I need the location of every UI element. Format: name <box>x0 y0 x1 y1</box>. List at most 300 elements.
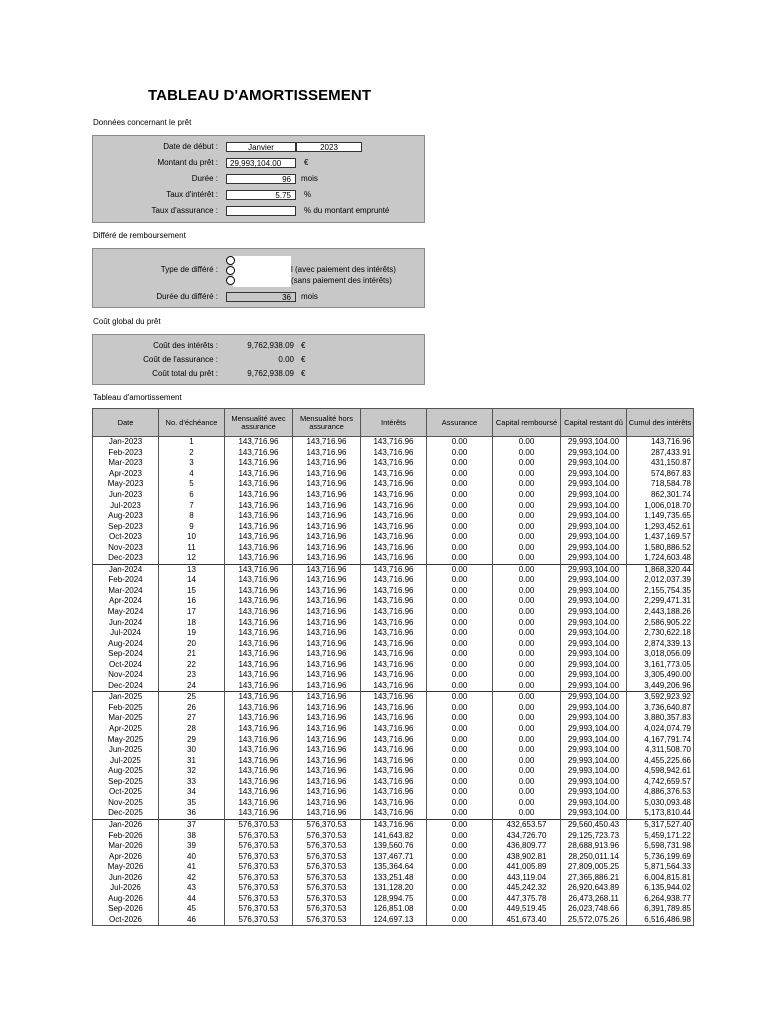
cell-installment-no: 22 <box>159 659 225 670</box>
rate-unit: % <box>304 190 312 199</box>
cell-remaining-principal: 29,993,104.00 <box>561 521 627 532</box>
cell-date: Jun-2025 <box>93 745 159 756</box>
cell-payment-with-insurance: 576,370.53 <box>225 819 293 830</box>
cell-insurance: 0.00 <box>427 872 493 883</box>
loan-panel <box>92 135 425 223</box>
cell-remaining-principal: 29,993,104.00 <box>561 490 627 501</box>
cell-remaining-principal: 29,993,104.00 <box>561 692 627 703</box>
cost-section-label: Coût global du prêt <box>93 317 161 326</box>
cell-installment-no: 9 <box>159 521 225 532</box>
table-row <box>93 766 694 777</box>
cell-remaining-principal: 29,993,104.00 <box>561 808 627 819</box>
cell-payment-without-insurance: 143,716.96 <box>293 659 361 670</box>
cell-cumulative-interest: 6,516,486.98 <box>627 915 694 926</box>
cell-installment-no: 5 <box>159 479 225 490</box>
insurance-unit: % du montant emprunté <box>304 206 390 215</box>
cell-interest: 143,716.96 <box>361 755 427 766</box>
cell-principal-repaid: 451,673.40 <box>493 915 561 926</box>
cell-installment-no: 18 <box>159 617 225 628</box>
cell-insurance: 0.00 <box>427 724 493 735</box>
cell-interest: 139,560.76 <box>361 841 427 852</box>
cell-payment-without-insurance: 143,716.96 <box>293 553 361 564</box>
cell-payment-without-insurance: 143,716.96 <box>293 596 361 607</box>
cell-payment-without-insurance: 143,716.96 <box>293 490 361 501</box>
cell-interest: 143,716.96 <box>361 479 427 490</box>
cell-date: Feb-2025 <box>93 703 159 714</box>
cell-cumulative-interest: 1,724,603.48 <box>627 553 694 564</box>
cell-insurance: 0.00 <box>427 692 493 703</box>
cell-insurance: 0.00 <box>427 469 493 480</box>
cell-cumulative-interest: 5,871,564.33 <box>627 862 694 873</box>
cell-installment-no: 7 <box>159 500 225 511</box>
cell-date: Jan-2025 <box>93 692 159 703</box>
cell-payment-without-insurance: 143,716.96 <box>293 564 361 575</box>
cell-cumulative-interest: 3,592,923.92 <box>627 692 694 703</box>
cell-interest: 143,716.96 <box>361 628 427 639</box>
cell-interest: 143,716.96 <box>361 511 427 522</box>
cell-installment-no: 43 <box>159 883 225 894</box>
cell-principal-repaid: 0.00 <box>493 542 561 553</box>
cell-insurance: 0.00 <box>427 596 493 607</box>
cell-cumulative-interest: 5,317,527.40 <box>627 819 694 830</box>
duration-field[interactable]: 96 <box>226 174 296 184</box>
cell-principal-repaid: 445,242.32 <box>493 883 561 894</box>
cell-insurance: 0.00 <box>427 681 493 692</box>
cell-installment-no: 29 <box>159 734 225 745</box>
cell-cumulative-interest: 3,161,773.05 <box>627 659 694 670</box>
table-row <box>93 586 694 597</box>
insurance-rate-label: Taux d'assurance : <box>151 206 218 215</box>
cell-cumulative-interest: 4,311,508.70 <box>627 745 694 756</box>
cell-payment-with-insurance: 143,716.96 <box>225 638 293 649</box>
table-row <box>93 564 694 575</box>
table-row <box>93 649 694 660</box>
table-row <box>93 851 694 862</box>
cell-cumulative-interest: 5,736,199.69 <box>627 851 694 862</box>
cell-date: Jul-2023 <box>93 500 159 511</box>
cell-payment-with-insurance: 143,716.96 <box>225 521 293 532</box>
cell-payment-with-insurance: 143,716.96 <box>225 703 293 714</box>
cell-principal-repaid: 0.00 <box>493 692 561 703</box>
cell-payment-without-insurance: 143,716.96 <box>293 808 361 819</box>
loan-amount-field[interactable]: 29,993,104.00 <box>226 158 296 168</box>
cell-insurance: 0.00 <box>427 841 493 852</box>
cell-principal-repaid: 0.00 <box>493 808 561 819</box>
cell-date: Nov-2025 <box>93 798 159 809</box>
cell-principal-repaid: 443,119.04 <box>493 872 561 883</box>
cell-date: Aug-2024 <box>93 638 159 649</box>
cell-date: Jun-2024 <box>93 617 159 628</box>
cell-installment-no: 23 <box>159 670 225 681</box>
cell-payment-with-insurance: 143,716.96 <box>225 798 293 809</box>
cell-interest: 143,716.96 <box>361 532 427 543</box>
cell-payment-without-insurance: 143,716.96 <box>293 703 361 714</box>
cell-remaining-principal: 29,993,104.00 <box>561 659 627 670</box>
cell-payment-without-insurance: 143,716.96 <box>293 500 361 511</box>
cell-payment-without-insurance: 143,716.96 <box>293 586 361 597</box>
cell-installment-no: 41 <box>159 862 225 873</box>
cell-remaining-principal: 26,920,643.89 <box>561 883 627 894</box>
cell-payment-with-insurance: 143,716.96 <box>225 607 293 618</box>
insurance-rate-field[interactable] <box>226 206 296 216</box>
cell-principal-repaid: 0.00 <box>493 766 561 777</box>
cell-installment-no: 16 <box>159 596 225 607</box>
table-row <box>93 479 694 490</box>
cell-payment-without-insurance: 576,370.53 <box>293 851 361 862</box>
cell-payment-with-insurance: 143,716.96 <box>225 500 293 511</box>
duration-unit: mois <box>301 174 318 183</box>
insurance-cost-label: Coût de l'assurance : <box>143 355 218 364</box>
cell-date: Aug-2025 <box>93 766 159 777</box>
header-cumulative-interest: Cumul des intérêts <box>627 409 694 437</box>
cell-remaining-principal: 29,993,104.00 <box>561 458 627 469</box>
cell-payment-with-insurance: 143,716.96 <box>225 724 293 735</box>
cell-remaining-principal: 29,993,104.00 <box>561 745 627 756</box>
table-row <box>93 659 694 670</box>
table-row <box>93 638 694 649</box>
cell-date: Feb-2026 <box>93 830 159 841</box>
cell-interest: 143,716.96 <box>361 798 427 809</box>
cell-installment-no: 36 <box>159 808 225 819</box>
deferral-type-label: Type de différé : <box>160 265 218 274</box>
cell-interest: 143,716.96 <box>361 692 427 703</box>
cell-payment-without-insurance: 143,716.96 <box>293 777 361 788</box>
cell-date: Jul-2024 <box>93 628 159 639</box>
cell-installment-no: 3 <box>159 458 225 469</box>
interest-rate-label: Taux d'intérêt : <box>166 190 218 199</box>
table-row <box>93 542 694 553</box>
cell-insurance: 0.00 <box>427 458 493 469</box>
cell-insurance: 0.00 <box>427 575 493 586</box>
table-row <box>93 681 694 692</box>
table-row <box>93 437 694 448</box>
cell-remaining-principal: 27,365,886.21 <box>561 872 627 883</box>
cell-principal-repaid: 0.00 <box>493 575 561 586</box>
table-row <box>93 904 694 915</box>
cell-cumulative-interest: 4,886,376.53 <box>627 787 694 798</box>
cell-date: Feb-2023 <box>93 448 159 459</box>
header-date: Date <box>93 409 159 437</box>
cell-payment-with-insurance: 576,370.53 <box>225 904 293 915</box>
cell-cumulative-interest: 287,433.91 <box>627 448 694 459</box>
cell-date: Mar-2024 <box>93 586 159 597</box>
cell-remaining-principal: 29,993,104.00 <box>561 724 627 735</box>
cell-installment-no: 15 <box>159 586 225 597</box>
cell-date: Dec-2024 <box>93 681 159 692</box>
cell-date: Nov-2023 <box>93 542 159 553</box>
cell-payment-without-insurance: 576,370.53 <box>293 841 361 852</box>
cell-interest: 143,716.96 <box>361 659 427 670</box>
amount-unit: € <box>304 158 309 167</box>
table-row <box>93 777 694 788</box>
cell-principal-repaid: 0.00 <box>493 607 561 618</box>
cell-cumulative-interest: 4,455,225.66 <box>627 755 694 766</box>
cell-insurance: 0.00 <box>427 542 493 553</box>
cell-cumulative-interest: 2,586,905.22 <box>627 617 694 628</box>
cell-interest: 143,716.96 <box>361 745 427 756</box>
cell-cumulative-interest: 5,030,093.48 <box>627 798 694 809</box>
cell-payment-with-insurance: 143,716.96 <box>225 532 293 543</box>
table-row <box>93 553 694 564</box>
cell-interest: 143,716.96 <box>361 596 427 607</box>
cell-date: Jun-2023 <box>93 490 159 501</box>
cell-installment-no: 13 <box>159 564 225 575</box>
cell-installment-no: 46 <box>159 915 225 926</box>
cell-interest: 143,716.96 <box>361 681 427 692</box>
deferral-options-box <box>233 256 291 287</box>
loan-section-label: Données concernant le prêt <box>93 118 192 127</box>
cell-principal-repaid: 0.00 <box>493 437 561 448</box>
cell-payment-without-insurance: 143,716.96 <box>293 638 361 649</box>
cell-remaining-principal: 29,560,450.43 <box>561 819 627 830</box>
cell-installment-no: 40 <box>159 851 225 862</box>
cell-payment-without-insurance: 576,370.53 <box>293 819 361 830</box>
cell-interest: 143,716.96 <box>361 490 427 501</box>
deferral-without-interest-radio[interactable] <box>226 276 235 285</box>
cell-principal-repaid: 0.00 <box>493 681 561 692</box>
cell-payment-with-insurance: 576,370.53 <box>225 883 293 894</box>
cell-payment-with-insurance: 576,370.53 <box>225 841 293 852</box>
table-row <box>93 745 694 756</box>
table-row <box>93 617 694 628</box>
loan-amount-label: Montant du prêt : <box>157 158 218 167</box>
cell-remaining-principal: 26,023,748.66 <box>561 904 627 915</box>
cell-principal-repaid: 449,519.45 <box>493 904 561 915</box>
cell-payment-with-insurance: 143,716.96 <box>225 766 293 777</box>
table-row <box>93 819 694 830</box>
table-row <box>93 596 694 607</box>
cell-principal-repaid: 436,809.77 <box>493 841 561 852</box>
start-year-field[interactable]: 2023 <box>296 142 362 152</box>
cell-date: Aug-2026 <box>93 894 159 905</box>
cell-principal-repaid: 0.00 <box>493 638 561 649</box>
cell-principal-repaid: 0.00 <box>493 734 561 745</box>
cell-insurance: 0.00 <box>427 830 493 841</box>
table-row <box>93 490 694 501</box>
cell-insurance: 0.00 <box>427 670 493 681</box>
cell-interest: 135,364.64 <box>361 862 427 873</box>
deferral-section-label: Différé de remboursement <box>93 231 186 240</box>
cell-cumulative-interest: 718,584.78 <box>627 479 694 490</box>
cell-remaining-principal: 29,993,104.00 <box>561 542 627 553</box>
cell-cumulative-interest: 2,730,622.18 <box>627 628 694 639</box>
header-payment-without-insurance: Mensualité hors assurance <box>293 409 361 437</box>
cell-date: Oct-2023 <box>93 532 159 543</box>
cell-payment-with-insurance: 143,716.96 <box>225 713 293 724</box>
cell-insurance: 0.00 <box>427 659 493 670</box>
cell-remaining-principal: 29,993,104.00 <box>561 575 627 586</box>
cell-principal-repaid: 0.00 <box>493 521 561 532</box>
cell-principal-repaid: 432,653.57 <box>493 819 561 830</box>
cell-principal-repaid: 0.00 <box>493 649 561 660</box>
cell-date: Apr-2024 <box>93 596 159 607</box>
cell-insurance: 0.00 <box>427 638 493 649</box>
cell-insurance: 0.00 <box>427 649 493 660</box>
cell-installment-no: 4 <box>159 469 225 480</box>
cell-payment-with-insurance: 576,370.53 <box>225 894 293 905</box>
deferral-duration-unit: mois <box>301 292 318 301</box>
cell-date: Jan-2023 <box>93 437 159 448</box>
cell-insurance: 0.00 <box>427 745 493 756</box>
cell-principal-repaid: 0.00 <box>493 448 561 459</box>
cell-insurance: 0.00 <box>427 904 493 915</box>
cell-payment-without-insurance: 576,370.53 <box>293 915 361 926</box>
cell-remaining-principal: 29,993,104.00 <box>561 670 627 681</box>
cell-insurance: 0.00 <box>427 734 493 745</box>
cell-installment-no: 31 <box>159 755 225 766</box>
table-row <box>93 883 694 894</box>
cell-cumulative-interest: 1,868,320.44 <box>627 564 694 575</box>
cell-payment-with-insurance: 576,370.53 <box>225 830 293 841</box>
deferral-with-interest-radio[interactable] <box>226 266 235 275</box>
cell-payment-with-insurance: 143,716.96 <box>225 734 293 745</box>
cell-payment-with-insurance: 143,716.96 <box>225 448 293 459</box>
cell-principal-repaid: 0.00 <box>493 755 561 766</box>
cell-remaining-principal: 29,125,723.73 <box>561 830 627 841</box>
cell-date: Sep-2025 <box>93 777 159 788</box>
table-header-row <box>93 409 694 437</box>
deferral-option-without-interest: (sans paiement des intérêts) <box>291 276 392 285</box>
cell-cumulative-interest: 574,867.83 <box>627 469 694 480</box>
cell-insurance: 0.00 <box>427 521 493 532</box>
cell-installment-no: 8 <box>159 511 225 522</box>
cell-remaining-principal: 27,809,005.25 <box>561 862 627 873</box>
cell-interest: 143,716.96 <box>361 819 427 830</box>
cell-installment-no: 20 <box>159 638 225 649</box>
cell-interest: 143,716.96 <box>361 617 427 628</box>
cell-payment-with-insurance: 576,370.53 <box>225 872 293 883</box>
cell-payment-without-insurance: 143,716.96 <box>293 617 361 628</box>
interest-rate-field[interactable]: 5.75 <box>226 190 296 200</box>
cell-interest: 128,994.75 <box>361 894 427 905</box>
cell-principal-repaid: 0.00 <box>493 596 561 607</box>
header-interest: Intérêts <box>361 409 427 437</box>
cell-insurance: 0.00 <box>427 766 493 777</box>
deferral-panel <box>92 248 425 308</box>
cell-remaining-principal: 29,993,104.00 <box>561 437 627 448</box>
cell-date: Jun-2026 <box>93 872 159 883</box>
cell-principal-repaid: 0.00 <box>493 670 561 681</box>
insurance-cost-value: 0.00 <box>278 355 294 364</box>
table-row <box>93 511 694 522</box>
cell-payment-without-insurance: 576,370.53 <box>293 830 361 841</box>
deferral-duration-label: Durée du différé : <box>156 292 218 301</box>
cell-installment-no: 28 <box>159 724 225 735</box>
table-row <box>93 894 694 905</box>
cell-payment-with-insurance: 143,716.96 <box>225 649 293 660</box>
cell-insurance: 0.00 <box>427 500 493 511</box>
interest-cost-value: 9,762,938.09 <box>247 341 294 350</box>
cell-principal-repaid: 441,005.89 <box>493 862 561 873</box>
cell-remaining-principal: 26,473,268.11 <box>561 894 627 905</box>
cell-interest: 143,716.96 <box>361 734 427 745</box>
cell-date: Oct-2024 <box>93 659 159 670</box>
duration-label: Durée : <box>191 174 218 183</box>
cell-remaining-principal: 29,993,104.00 <box>561 713 627 724</box>
cell-payment-with-insurance: 143,716.96 <box>225 659 293 670</box>
cell-date: Jul-2026 <box>93 883 159 894</box>
cell-cumulative-interest: 431,150.87 <box>627 458 694 469</box>
table-row <box>93 607 694 618</box>
cell-date: May-2024 <box>93 607 159 618</box>
cell-date: Feb-2024 <box>93 575 159 586</box>
cell-insurance: 0.00 <box>427 787 493 798</box>
cell-installment-no: 17 <box>159 607 225 618</box>
cell-cumulative-interest: 2,299,471.31 <box>627 596 694 607</box>
cell-payment-with-insurance: 143,716.96 <box>225 511 293 522</box>
cell-interest: 143,716.96 <box>361 808 427 819</box>
cell-principal-repaid: 0.00 <box>493 659 561 670</box>
cell-insurance: 0.00 <box>427 894 493 905</box>
cell-cumulative-interest: 2,012,037.39 <box>627 575 694 586</box>
cell-payment-with-insurance: 143,716.96 <box>225 437 293 448</box>
cell-remaining-principal: 29,993,104.00 <box>561 532 627 543</box>
cell-cumulative-interest: 143,716.96 <box>627 437 694 448</box>
cell-cumulative-interest: 2,443,188.26 <box>627 607 694 618</box>
cell-principal-repaid: 0.00 <box>493 500 561 511</box>
start-month-field[interactable]: Janvier <box>226 142 296 152</box>
cell-payment-without-insurance: 143,716.96 <box>293 766 361 777</box>
cell-principal-repaid: 0.00 <box>493 469 561 480</box>
cell-installment-no: 21 <box>159 649 225 660</box>
table-body <box>93 437 694 926</box>
cell-cumulative-interest: 3,018,056.09 <box>627 649 694 660</box>
cell-remaining-principal: 29,993,104.00 <box>561 755 627 766</box>
cell-interest: 124,697.13 <box>361 915 427 926</box>
cell-cumulative-interest: 1,006,018.70 <box>627 500 694 511</box>
total-cost-label: Coût total du prêt : <box>152 369 218 378</box>
deferral-none-radio[interactable] <box>226 256 235 265</box>
cell-principal-repaid: 0.00 <box>493 564 561 575</box>
cell-payment-with-insurance: 576,370.53 <box>225 851 293 862</box>
table-row <box>93 915 694 926</box>
cell-payment-with-insurance: 143,716.96 <box>225 745 293 756</box>
cell-remaining-principal: 29,993,104.00 <box>561 564 627 575</box>
cell-interest: 137,467.71 <box>361 851 427 862</box>
cell-remaining-principal: 29,993,104.00 <box>561 448 627 459</box>
deferral-option-with-interest: l (avec paiement des intérêts) <box>291 265 396 274</box>
cell-cumulative-interest: 3,736,640.87 <box>627 703 694 714</box>
cell-date: May-2023 <box>93 479 159 490</box>
header-insurance: Assurance <box>427 409 493 437</box>
cell-payment-without-insurance: 143,716.96 <box>293 755 361 766</box>
cell-payment-with-insurance: 143,716.96 <box>225 670 293 681</box>
table-row <box>93 458 694 469</box>
cell-payment-without-insurance: 143,716.96 <box>293 670 361 681</box>
table-row <box>93 500 694 511</box>
cell-principal-repaid: 0.00 <box>493 511 561 522</box>
cell-cumulative-interest: 5,459,171.22 <box>627 830 694 841</box>
cell-interest: 143,716.96 <box>361 766 427 777</box>
cell-date: Apr-2023 <box>93 469 159 480</box>
cell-principal-repaid: 438,902.81 <box>493 851 561 862</box>
cell-interest: 143,716.96 <box>361 777 427 788</box>
cell-payment-with-insurance: 143,716.96 <box>225 564 293 575</box>
cell-payment-without-insurance: 143,716.96 <box>293 649 361 660</box>
cell-remaining-principal: 29,993,104.00 <box>561 511 627 522</box>
cell-insurance: 0.00 <box>427 479 493 490</box>
cell-insurance: 0.00 <box>427 607 493 618</box>
cell-interest: 143,716.96 <box>361 500 427 511</box>
cell-remaining-principal: 29,993,104.00 <box>561 649 627 660</box>
cell-insurance: 0.00 <box>427 617 493 628</box>
cell-insurance: 0.00 <box>427 532 493 543</box>
deferral-duration-field[interactable]: 36 <box>226 292 296 302</box>
cell-installment-no: 14 <box>159 575 225 586</box>
cell-interest: 126,851.08 <box>361 904 427 915</box>
cell-interest: 143,716.96 <box>361 458 427 469</box>
cell-insurance: 0.00 <box>427 862 493 873</box>
